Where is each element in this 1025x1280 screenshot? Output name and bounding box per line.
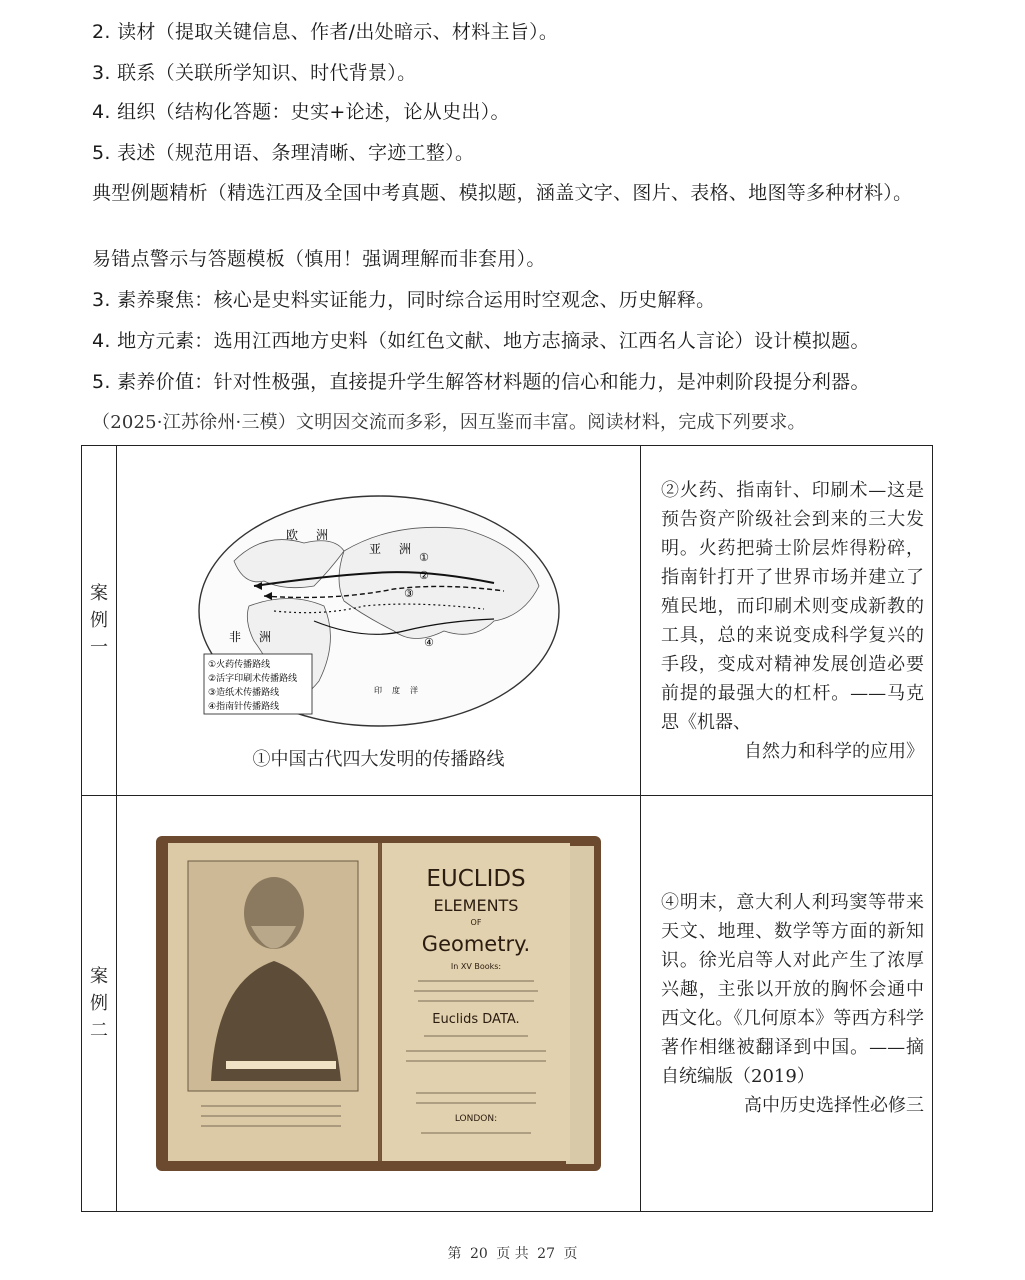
- line-2: 3. 联系（关联所学知识、时代背景）。: [92, 62, 417, 84]
- map-label-ocean: 印: [373, 685, 382, 695]
- page-total: 27: [537, 1246, 555, 1262]
- case-1-source: 自然力和科学的应用》: [744, 740, 924, 762]
- question-intro: （2025·江苏徐州·三模）文明因交流而多彩，因互鉴而丰富。阅读材料，完成下列要求。: [92, 412, 806, 433]
- case-1-text: ②火药、指南针、印刷术—这是预告资产阶级社会到来的三大发明。火药把骑士阶层炸得粉碎，指南针打开了世界市场并建立了殖民地，而印刷术则变成新教的工具，总的来说变成科学复兴的手段，变成对精神发展创造必要前提的最强大的杠杆。——马克思《机器、: [661, 479, 924, 733]
- book-subtitle: In XV Books:: [450, 962, 502, 971]
- case-1-label: [82, 446, 117, 796]
- book-title-line: ELEMENTS: [433, 896, 519, 915]
- case-1-caption: ①中国古代四大发明的传播路线: [252, 748, 505, 770]
- legend-item: ③造纸术传播路线: [207, 687, 279, 698]
- case-row-1: [82, 446, 933, 796]
- case-1-label-char: 例: [90, 610, 108, 631]
- footer-mid: 页 共: [496, 1246, 529, 1262]
- case-1-image-cell: [117, 446, 641, 796]
- case-row-2: [82, 796, 933, 1212]
- case-1-label-char: 案: [90, 583, 108, 604]
- euclid-elements-book-image: [156, 831, 601, 1176]
- line-7: 3. 素养聚焦：核心是史料实证能力，同时综合运用时空观念、历史解释。: [92, 289, 716, 311]
- book-title-line: EUCLIDS: [426, 866, 526, 892]
- case-2-text-cell: [641, 796, 933, 1212]
- line-3: 4. 组织（结构化答题：史实+论述，论从史出）。: [92, 101, 510, 123]
- footer-prefix: 第: [447, 1246, 462, 1262]
- case-2-label-char: 二: [90, 1020, 108, 1041]
- case-table: [81, 445, 933, 1212]
- map-label-asia: 洲: [398, 541, 411, 556]
- line-6: 易错点警示与答题模板（慎用！强调理解而非套用）。: [92, 248, 546, 270]
- four-inventions-route-map: [194, 491, 564, 731]
- map-label-africa: 非: [228, 629, 241, 644]
- case-2-text: ④明末，意大利人利玛窦等带来天文、地理、数学等方面的新知识。徐光启等人对此产生了浓厚兴趣，主张以开放的胸怀会通中西文化。《几何原本》等西方科学著作相继被翻译到中国。——摘自统编版（2019）: [661, 891, 924, 1087]
- book-title-line: OF: [470, 918, 482, 927]
- page-footer: [0, 1243, 1025, 1263]
- map-label-ocean: 洋: [409, 685, 418, 695]
- legend-item: ④指南针传播路线: [207, 701, 279, 712]
- page-number: 20: [469, 1246, 488, 1262]
- line-4: 5. 表述（规范用语、条理清晰、字迹工整）。: [92, 142, 475, 164]
- case-2-source: 高中历史选择性必修三: [744, 1094, 924, 1116]
- map-marker: ③: [403, 586, 414, 600]
- map-marker: ④: [423, 635, 434, 649]
- book-place-line: LONDON:: [454, 1114, 498, 1124]
- case-2-label-char: 案: [90, 966, 108, 987]
- case-2-image-cell: [117, 796, 641, 1212]
- case-2-label-char: 例: [90, 993, 108, 1014]
- map-label-europe: 欧: [285, 527, 298, 542]
- line-1: 2. 读材（提取关键信息、作者/出处暗示、材料主旨）。: [92, 21, 559, 43]
- case-1-text-cell: [641, 446, 933, 796]
- map-label-europe: 洲: [315, 527, 328, 542]
- case-2-label: [82, 796, 117, 1212]
- map-marker: ①: [418, 550, 429, 564]
- legend-item: ②活字印刷术传播路线: [207, 673, 297, 684]
- map-label-africa: 洲: [258, 629, 271, 644]
- book-title-line: Geometry.: [421, 932, 531, 956]
- map-label-ocean: 度: [391, 685, 400, 695]
- footer-suffix: 页: [563, 1246, 578, 1262]
- map-marker: ②: [418, 568, 429, 582]
- line-5: 典型例题精析（精选江西及全国中考真题、模拟题，涵盖文字、图片、表格、地图等多种材料）。: [92, 182, 913, 204]
- book-data-line: Euclids DATA.: [432, 1012, 520, 1027]
- line-8: 4. 地方元素：选用江西地方史料（如红色文献、地方志摘录、江西名人言论）设计模拟题。: [92, 330, 870, 352]
- case-1-label-char: 一: [90, 637, 108, 658]
- legend-item: ①火药传播路线: [207, 659, 270, 670]
- map-label-asia: 亚: [368, 541, 381, 556]
- line-9: 5. 素养价值：针对性极强，直接提升学生解答材料题的信心和能力，是冲刺阶段提分利器。: [92, 371, 870, 393]
